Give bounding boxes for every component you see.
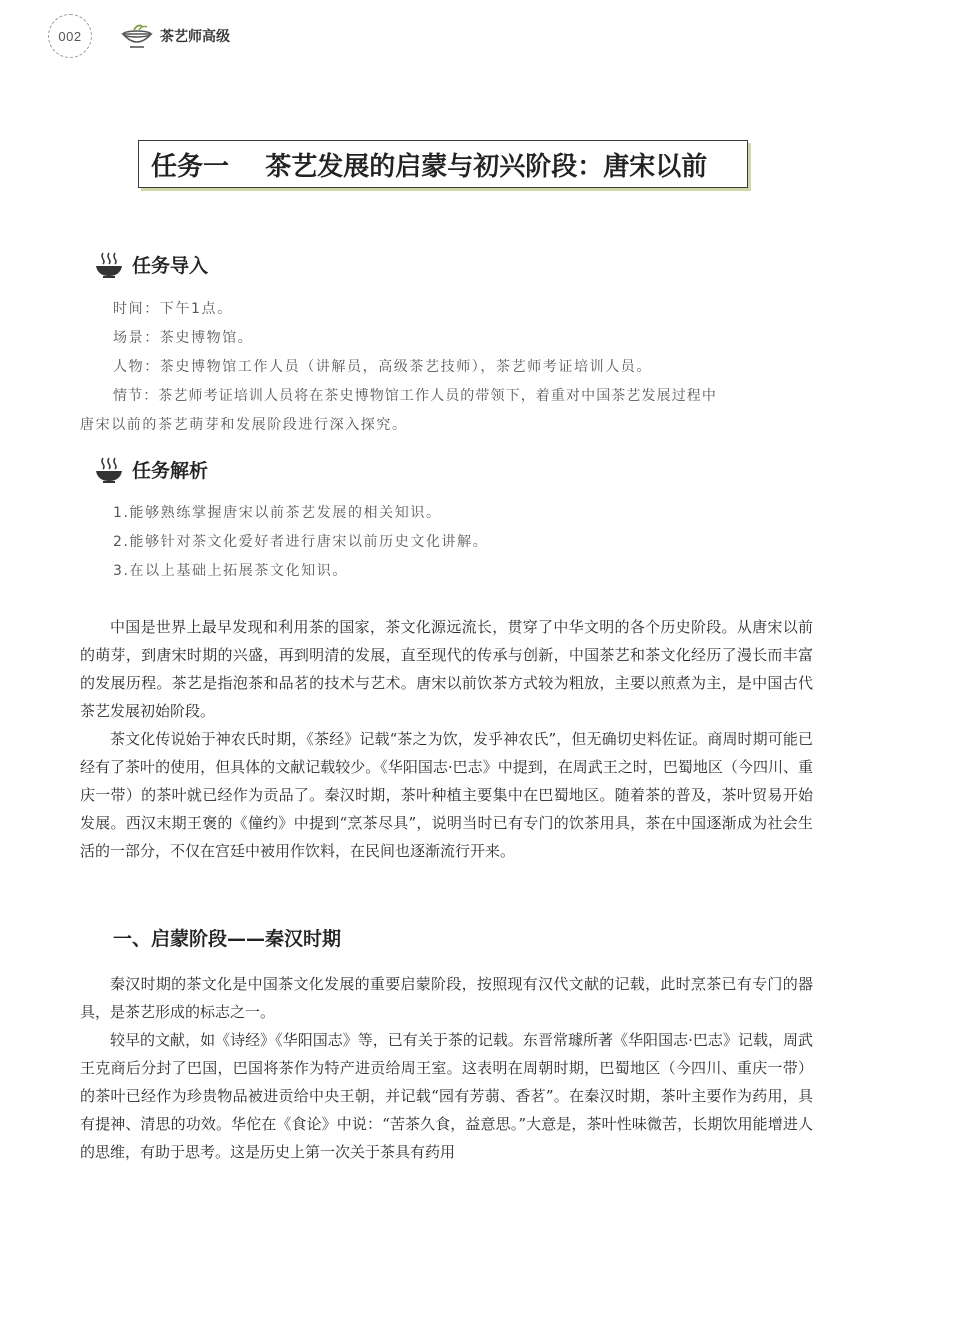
tea-bowl-icon xyxy=(94,250,124,278)
tea-bowl-icon xyxy=(94,455,124,483)
analysis-heading-label: 任务解析 xyxy=(132,459,209,482)
book-title: 茶艺师高级 xyxy=(160,29,230,45)
page-header xyxy=(48,14,448,58)
teacup-icon xyxy=(120,22,154,52)
page-number-badge xyxy=(48,14,92,58)
analysis-item: 3.在以上基础上拓展茶文化知识。 xyxy=(113,563,348,579)
intro-plot-line1: 情节：茶艺师考证培训人员将在茶史博物馆工作人员的带领下，着重对中国茶艺发展过程中 xyxy=(113,388,717,404)
intro-plot-line2: 唐宋以前的茶艺萌芽和发展阶段进行深入探究。 xyxy=(80,417,408,433)
body-block-2 xyxy=(80,970,813,1166)
analysis-item: 2.能够针对茶文化爱好者进行唐宋以前历史文化讲解。 xyxy=(113,534,489,550)
intro-heading-label: 任务导入 xyxy=(132,254,209,277)
intro-heading xyxy=(94,250,208,278)
intro-people: 人物：茶史博物馆工作人员（讲解员，高级茶艺技师），茶艺师考证培训人员。 xyxy=(113,359,652,375)
task-title-box xyxy=(138,140,748,188)
intro-scene: 场景：茶史博物馆。 xyxy=(113,330,254,346)
paragraph: 秦汉时期的茶文化是中国茶文化发展的重要启蒙阶段，按照现有汉代文献的记载，此时烹茶已有专门的器具，是茶艺形成的标志之一。 xyxy=(80,975,813,1021)
paragraph: 茶文化传说始于神农氏时期，《茶经》记载“茶之为饮，发乎神农氏”，但无确切史料佐证。商周时期可能已经有了茶叶的使用，但具体的文献记载较少。《华阳国志·巴志》中提到，在周武王之时，巴蜀地区（今四川、重庆一带）的茶叶就已经作为贡品了。秦汉时期，茶叶种植主要集中在巴蜀地区。随着茶的普及，茶叶贸易开始发展。西汉末期王褒的《僮约》中提到“烹茶尽具”，说明当时已有专门的饮茶用具，茶在中国逐渐成为社会生活的一部分，不仅在宫廷中被用作饮料，在民间也逐渐流行开来。 xyxy=(80,730,813,860)
intro-time: 时间：下午1点。 xyxy=(113,301,233,317)
analysis-heading xyxy=(94,455,208,483)
paragraph: 较早的文献，如《诗经》《华阳国志》等，已有关于茶的记载。东晋常璩所著《华阳国志·巴志》记载，周武王克商后分封了巴国，巴国将茶作为特产进贡给周王室。这表明在周朝时期，巴蜀地区（今四川、重庆一带）的茶叶已经作为珍贵物品被进贡给中央王朝，并记载“园有芳蒻、香茗”。在秦汉时期，茶叶主要作为药用，具有提神、清思的功效。华佗在《食论》中说：“苦茶久食，益意思。”大意是，茶叶性味微苦，长期饮用能增进人的思维，有助于思考。这是历史上第一次关于茶具有药用 xyxy=(80,1031,813,1161)
analysis-item: 1.能够熟练掌握唐宋以前茶艺发展的相关知识。 xyxy=(113,505,442,521)
section-subheading: 一、启蒙阶段——秦汉时期 xyxy=(113,928,342,950)
body-block-1 xyxy=(80,613,813,865)
page-number: 002 xyxy=(58,28,82,44)
task-title: 任务一 茶艺发展的启蒙与初兴阶段：唐宋以前 xyxy=(151,151,708,182)
paragraph: 中国是世界上最早发现和利用茶的国家，茶文化源远流长，贯穿了中华文明的各个历史阶段。从唐宋以前的萌芽，到唐宋时期的兴盛，再到明清的发展，直至现代的传承与创新，中国茶艺和茶文化经历了漫长而丰富的发展历程。茶艺是指泡茶和品茗的技术与艺术。唐宋以前饮茶方式较为粗放，主要以煎煮为主，是中国古代茶艺发展初始阶段。 xyxy=(80,618,813,720)
